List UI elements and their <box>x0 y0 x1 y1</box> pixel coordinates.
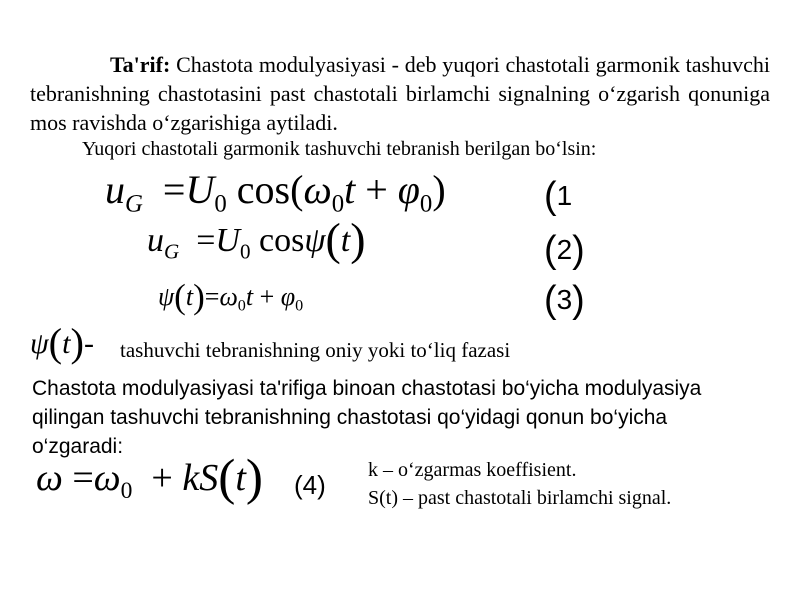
paragraph-2-line-3: o‘zgaradi: <box>32 435 124 458</box>
s-definition: S(t) – past chastotali birlamchi signal. <box>368 487 672 509</box>
given-text: Yuqori chastotali garmonik tashuvchi tebranish berilgan bo‘lsin: <box>82 138 597 160</box>
psi-symbol: ψ(t)- <box>30 320 94 366</box>
equation-2: $u_G =U_0$ cosψ(t) <box>147 213 366 265</box>
definition-label: Ta'rif: <box>110 52 171 77</box>
equation-3-number: (3) <box>544 279 585 322</box>
equation-4: $\omega =\omega_0 + kS(t)$ <box>36 449 263 507</box>
definition-line-3: o‘zgarish qonuniga mos ravishda o‘zgarishiga aytiladi. <box>30 81 771 135</box>
equation-4-number: (4) <box>294 470 326 500</box>
paragraph-2-line-1: Chastota modulyasiyasi ta'rifiga binoan chastotasi bo‘yicha modulyasiya <box>32 377 702 400</box>
symbol-definitions <box>368 456 671 512</box>
psi-description: tashuvchi tebranishning oniy yoki to‘liq fazasi <box>120 338 511 362</box>
equation-1-number: (1 <box>544 175 573 218</box>
equation-2-number: (2) <box>544 229 585 272</box>
definition-line-1: Chastota modulyasiyasi - deb yuqori chastotali garmonik <box>176 52 680 77</box>
equation-3: $\psi(t)=\omega_0t + \varphi_0$ <box>158 276 304 316</box>
paragraph-2-line-2: qilingan tashuvchi tebranishning chastotasi qo‘yidagi qonun bo‘yicha <box>32 406 668 429</box>
k-definition: k – o‘zgarmas koeffisient. <box>368 459 577 481</box>
definition-paragraph <box>30 50 770 137</box>
equation-1: $u_G =U_0$ $\cos(\omega_0t + \varphi_0)$ <box>105 167 446 218</box>
frequency-modulation-paragraph <box>32 374 772 461</box>
definition-line-2: tashuvchi tebranishning chastotasini past chastotali birlamchi signalning <box>30 52 770 106</box>
